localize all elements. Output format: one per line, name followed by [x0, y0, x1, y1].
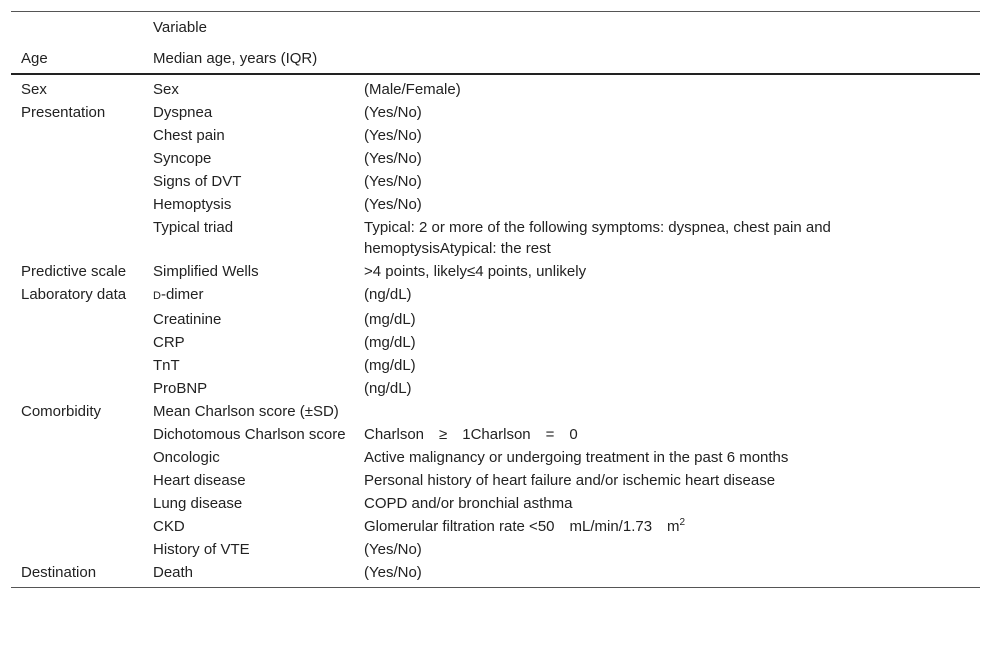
group-cell: Comorbidity [21, 403, 102, 420]
table-header [11, 12, 980, 75]
group-cell [11, 424, 153, 445]
variable-cell: Lung disease [153, 495, 243, 512]
definition-cell: (mg/dL) [364, 311, 416, 328]
table-row [11, 377, 980, 400]
table-row [11, 492, 980, 515]
superscript: 2 [679, 517, 686, 528]
definition-cell: COPD and/or bronchial asthma [364, 495, 573, 512]
table-row [11, 423, 980, 446]
definition-cell: Typical: 2 or more of the following symptoms: dyspnea, chest pain and hemoptysisAtypical: the rest [364, 219, 831, 257]
variable-cell: Dyspnea [153, 104, 213, 121]
group-cell [11, 309, 153, 330]
variable-cell: Creatinine [153, 311, 222, 328]
table-row [11, 170, 980, 193]
definition-cell: Personal history of heart failure and/or ischemic heart disease [364, 472, 776, 489]
variable-cell: Dichotomous Charlson score [153, 426, 346, 443]
group-cell: Predictive scale [21, 263, 127, 280]
table-row [11, 308, 980, 331]
table-row [11, 101, 980, 124]
group-cell [11, 470, 153, 491]
group-cell [11, 539, 153, 560]
group-cell: Destination [21, 564, 97, 581]
definition-text: Glomerular filtration rate <50 mL/min/1.73 m [364, 518, 680, 535]
variables-table [11, 11, 980, 588]
variable-cell: CRP [153, 334, 185, 351]
definition-cell: (Yes/No) [364, 541, 422, 558]
header-age-desc: Median age, years (IQR) [153, 50, 318, 67]
table-row [11, 538, 980, 561]
definition-cell: (Male/Female) [364, 81, 461, 98]
definition-cell [364, 401, 964, 422]
table-row [11, 283, 980, 308]
variable-cell: Hemoptysis [153, 196, 232, 213]
group-cell [11, 332, 153, 353]
definition-cell: (mg/dL) [364, 357, 416, 374]
variable-cell: Signs of DVT [153, 173, 242, 190]
table-row [11, 75, 980, 101]
variable-prefix: D [153, 290, 161, 302]
definition-cell: (Yes/No) [364, 150, 422, 167]
table-row [11, 193, 980, 216]
variable-cell: ProBNP [153, 380, 208, 397]
table-row [11, 331, 980, 354]
variable-cell [153, 284, 364, 307]
variable-cell: Chest pain [153, 127, 225, 144]
definition-cell: (ng/dL) [364, 380, 412, 397]
group-cell [11, 447, 153, 468]
variable-cell: Heart disease [153, 472, 246, 489]
definition-cell [364, 516, 964, 537]
group-cell: Sex [21, 81, 47, 98]
table-row [11, 561, 980, 587]
variable-cell: TnT [153, 357, 180, 374]
definition-cell: (Yes/No) [364, 127, 422, 144]
table-row [11, 147, 980, 170]
definition-cell: (mg/dL) [364, 334, 416, 351]
definition-cell: (Yes/No) [364, 196, 422, 213]
table-row [11, 400, 980, 423]
definition-cell: >4 points, likely≤4 points, unlikely [364, 263, 587, 280]
group-cell [11, 355, 153, 376]
variable-cell: Syncope [153, 150, 212, 167]
variable-cell: Sex [153, 81, 179, 98]
group-cell [11, 194, 153, 215]
definition-cell: (ng/dL) [364, 286, 412, 303]
variable-cell: Typical triad [153, 219, 234, 236]
group-cell [11, 148, 153, 169]
variable-cell: Simplified Wells [153, 263, 259, 280]
definition-cell: Charlson ≥ 1Charlson = 0 [364, 426, 578, 443]
table-row [11, 446, 980, 469]
definition-cell: (Yes/No) [364, 564, 422, 581]
table-row [11, 124, 980, 147]
group-cell [11, 125, 153, 146]
group-cell [11, 378, 153, 399]
header-variable: Variable [153, 19, 207, 36]
table-row [11, 354, 980, 377]
table-row [11, 216, 980, 260]
variable-cell: CKD [153, 518, 185, 535]
table-body [11, 75, 980, 587]
table-row [11, 469, 980, 492]
group-cell [11, 493, 153, 514]
header-age: Age [21, 50, 48, 67]
group-cell [11, 516, 153, 537]
variable-text: -dimer [160, 286, 204, 303]
definition-cell: (Yes/No) [364, 104, 422, 121]
group-cell [11, 217, 153, 259]
table-row [11, 260, 980, 283]
group-cell: Laboratory data [21, 286, 127, 303]
table-row [11, 515, 980, 538]
variable-cell: Death [153, 564, 194, 581]
variable-cell: History of VTE [153, 541, 250, 558]
variable-cell: Oncologic [153, 449, 220, 466]
group-cell: Presentation [21, 104, 106, 121]
definition-cell: Active malignancy or undergoing treatment in the past 6 months [364, 449, 789, 466]
definition-cell: (Yes/No) [364, 173, 422, 190]
variable-cell: Mean Charlson score (±SD) [153, 403, 339, 420]
group-cell [11, 171, 153, 192]
